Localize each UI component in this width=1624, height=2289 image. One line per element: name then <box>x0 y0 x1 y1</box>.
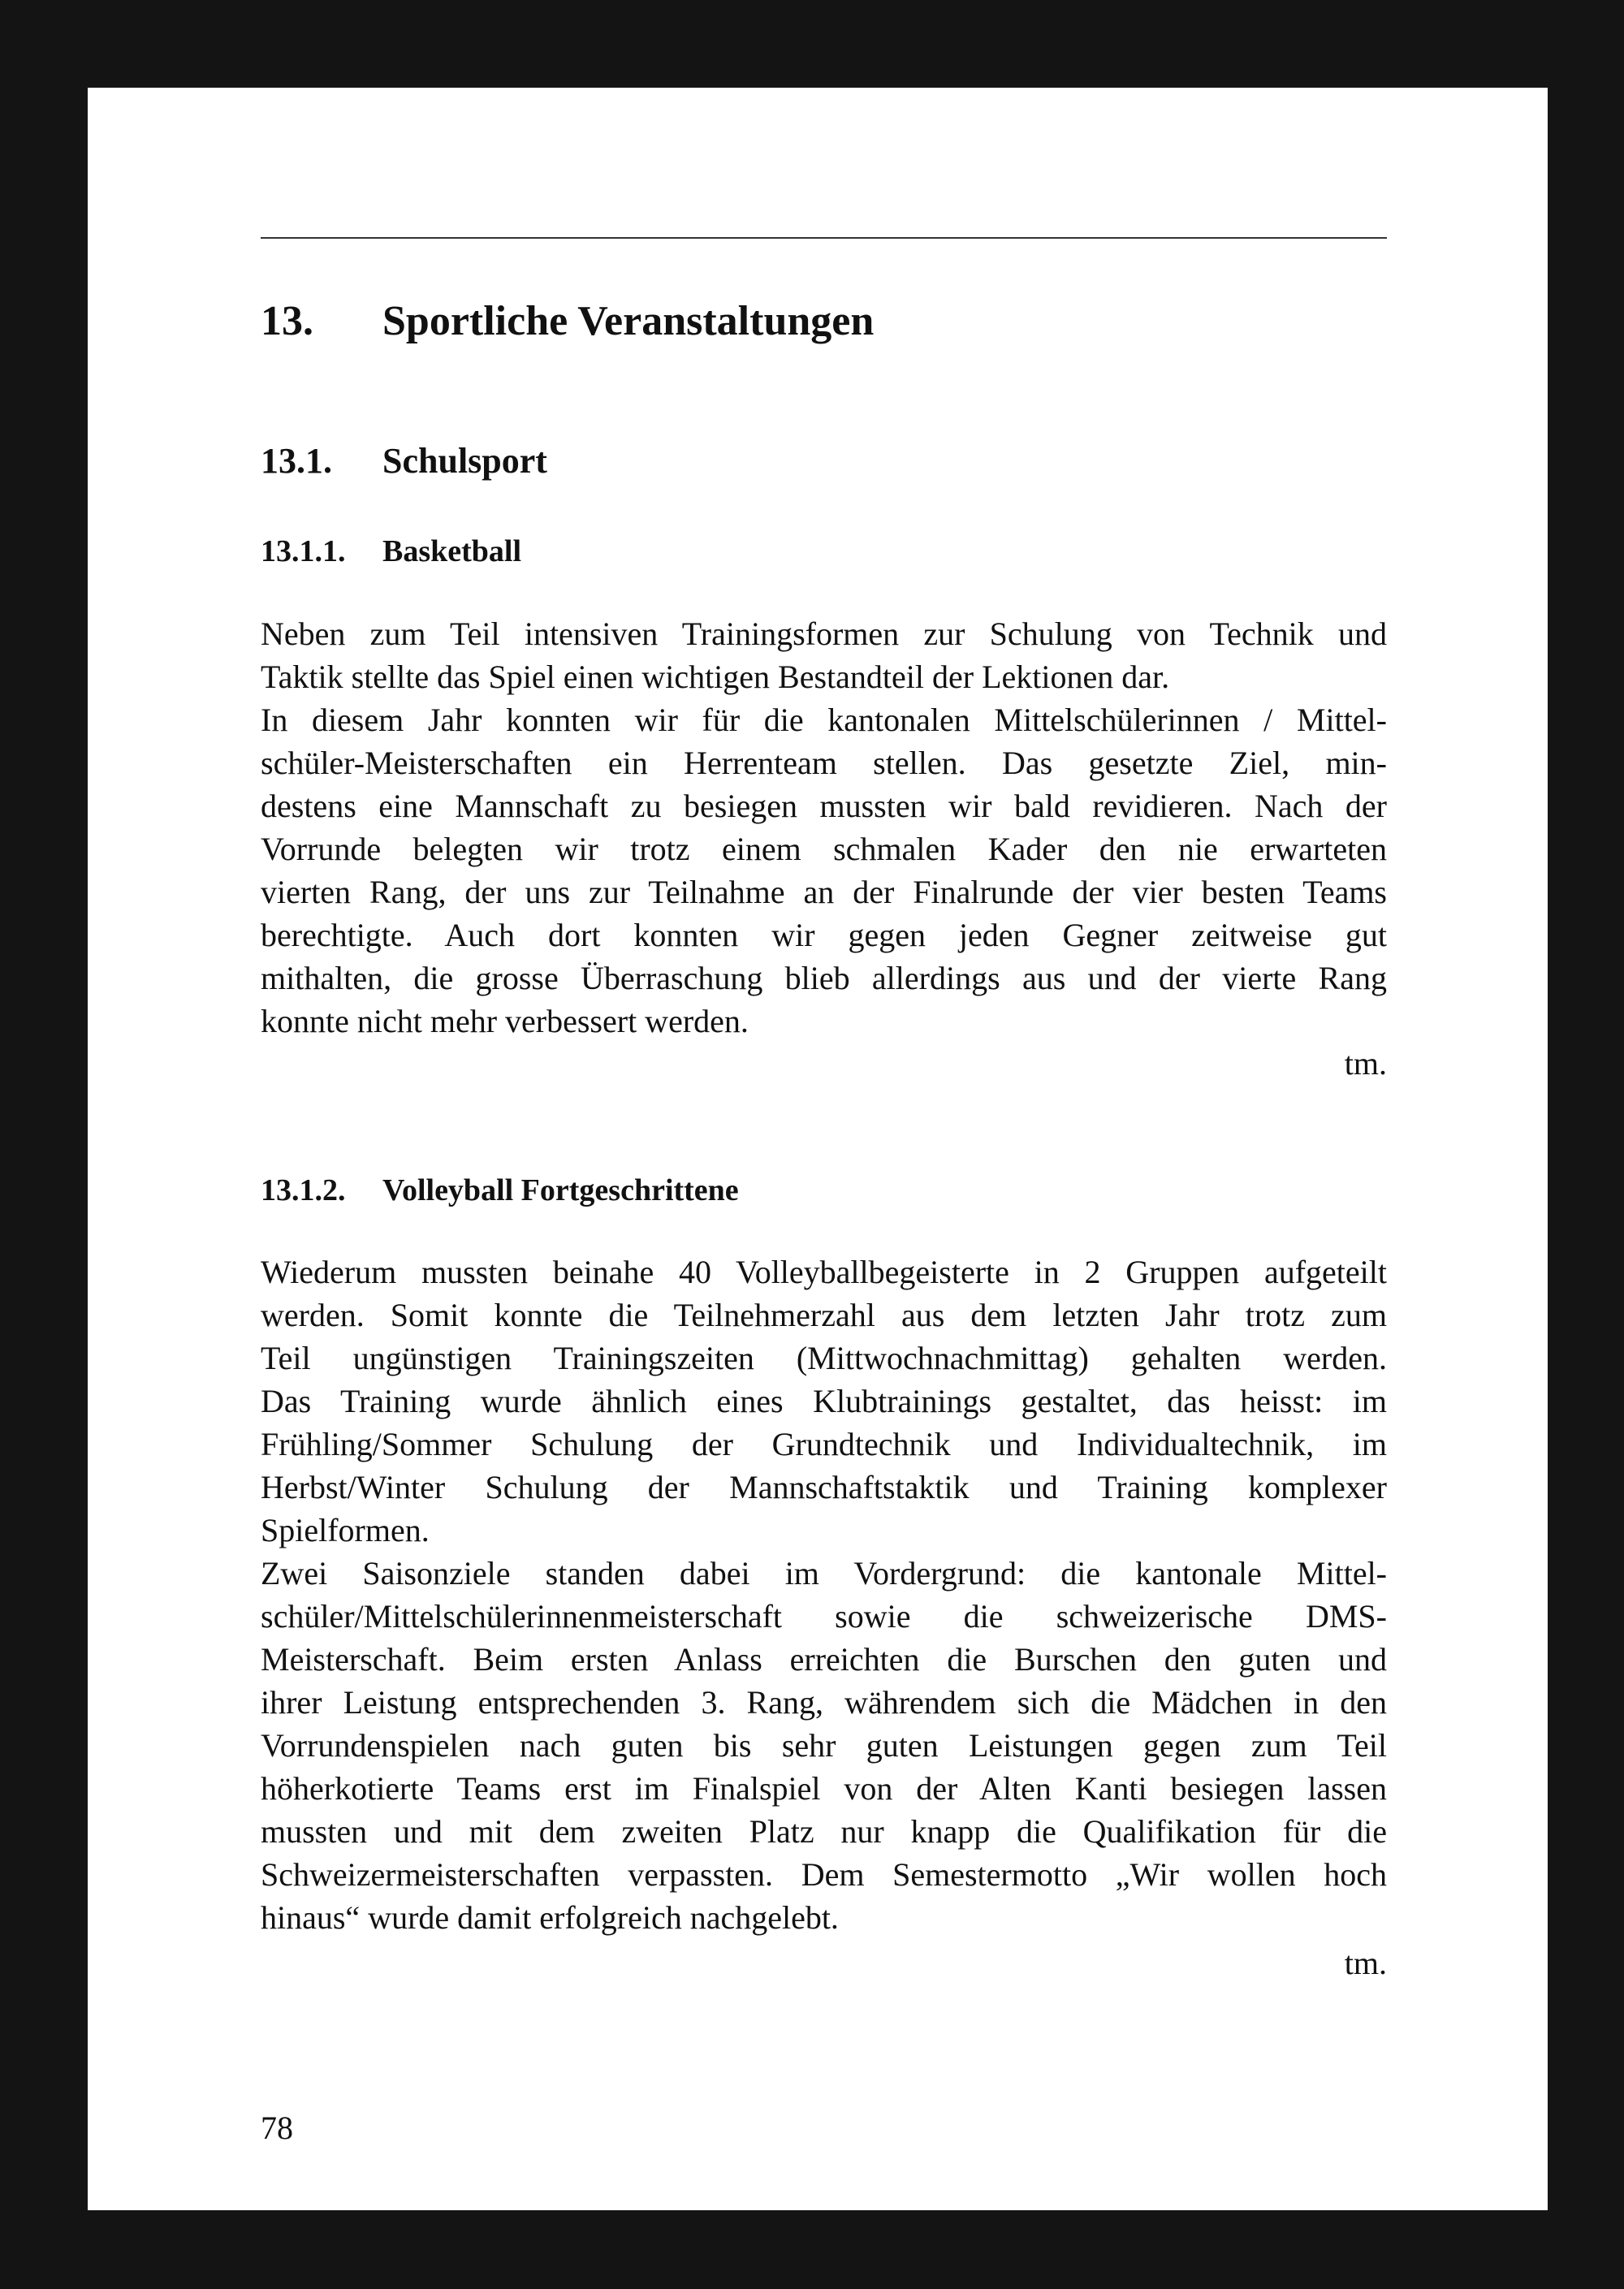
page-number: 78 <box>261 2110 293 2146</box>
chapter-heading <box>261 300 874 343</box>
text-line: konnte nicht mehr verbessert werden. <box>261 1003 749 1039</box>
text-line: destens eine Mannschaft zu besiegen mussten wir bald revidieren. Nach der <box>261 788 1387 824</box>
text-line: Zwei Saisonziele standen dabei im Vordergrund: die kantonale Mittel- <box>261 1555 1387 1592</box>
text-line: Herbst/Winter Schulung der Mannschaftstaktik und Training komplexer <box>261 1469 1387 1505</box>
author-signature: tm. <box>1344 1945 1387 1981</box>
text-line: Taktik stellte das Spiel einen wichtigen Bestandteil der Lektionen dar. <box>261 659 1170 695</box>
text-line: Vorrunde belegten wir trotz einem schmalen Kader den nie erwarteten <box>261 831 1387 867</box>
section-heading <box>261 443 547 479</box>
section-title: Schulsport <box>382 441 547 481</box>
text-line: Spielformen. <box>261 1512 430 1548</box>
paragraph-basketball <box>261 612 1387 1043</box>
author-signature: tm. <box>1344 1045 1387 1082</box>
paragraph-volleyball <box>261 1250 1387 1939</box>
section-number: 13.1. <box>261 441 332 481</box>
subsection-number: 13.1.1. <box>261 534 346 568</box>
text-line: schüler/Mittelschülerinnenmeisterschaft sowie die schweizerische DMS- <box>261 1598 1387 1635</box>
text-line: Frühling/Sommer Schulung der Grundtechnik und Individualtechnik, im <box>261 1426 1387 1462</box>
text-line: Meisterschaft. Beim ersten Anlass erreichten die Burschen den guten und <box>261 1641 1387 1678</box>
document-page <box>88 88 1548 2210</box>
text-line: vierten Rang, der uns zur Teilnahme an der Finalrunde der vier besten Teams <box>261 874 1387 910</box>
text-line: schüler-Meisterschaften ein Herrenteam stellen. Das gesetzte Ziel, min- <box>261 745 1387 781</box>
text-line: Vorrundenspielen nach guten bis sehr guten Leistungen gegen zum Teil <box>261 1727 1387 1764</box>
subsection-number: 13.1.2. <box>261 1173 346 1207</box>
text-line: In diesem Jahr konnten wir für die kantonalen Mittelschülerinnen / Mittel- <box>261 702 1387 738</box>
header-rule <box>261 237 1387 239</box>
subsection-title: Basketball <box>382 534 522 568</box>
subsection-heading-basketball <box>261 536 521 567</box>
chapter-number: 13. <box>261 298 313 344</box>
subsection-title: Volleyball Fortgeschrittene <box>382 1173 739 1207</box>
text-line: Neben zum Teil intensiven Trainingsformen zur Schulung von Technik und <box>261 615 1387 652</box>
text-line: Das Training wurde ähnlich eines Klubtrainings gestaltet, das heisst: im <box>261 1383 1387 1419</box>
text-line: mussten und mit dem zweiten Platz nur knapp die Qualifikation für die <box>261 1813 1387 1850</box>
text-line: hinaus“ wurde damit erfolgreich nachgelebt. <box>261 1899 839 1936</box>
text-line: werden. Somit konnte die Teilnehmerzahl aus dem letzten Jahr trotz zum <box>261 1297 1387 1333</box>
text-line: berechtigte. Auch dort konnten wir gegen jeden Gegner zeitweise gut <box>261 917 1387 953</box>
text-line: Schweizermeisterschaften verpassten. Dem Semestermotto „Wir wollen hoch <box>261 1856 1387 1893</box>
text-line: höherkotierte Teams erst im Finalspiel von der Alten Kanti besiegen lassen <box>261 1770 1387 1807</box>
text-line: mithalten, die grosse Überraschung blieb allerdings aus und der vierte Rang <box>261 960 1387 996</box>
text-line: Teil ungünstigen Trainingszeiten (Mittwochnachmittag) gehalten werden. <box>261 1340 1387 1376</box>
chapter-title: Sportliche Veranstaltungen <box>382 298 875 344</box>
text-line: ihrer Leistung entsprechenden 3. Rang, währendem sich die Mädchen in den <box>261 1684 1387 1721</box>
text-line: Wiederum mussten beinahe 40 Volleyballbegeisterte in 2 Gruppen aufgeteilt <box>261 1254 1387 1290</box>
subsection-heading-volleyball <box>261 1175 739 1206</box>
